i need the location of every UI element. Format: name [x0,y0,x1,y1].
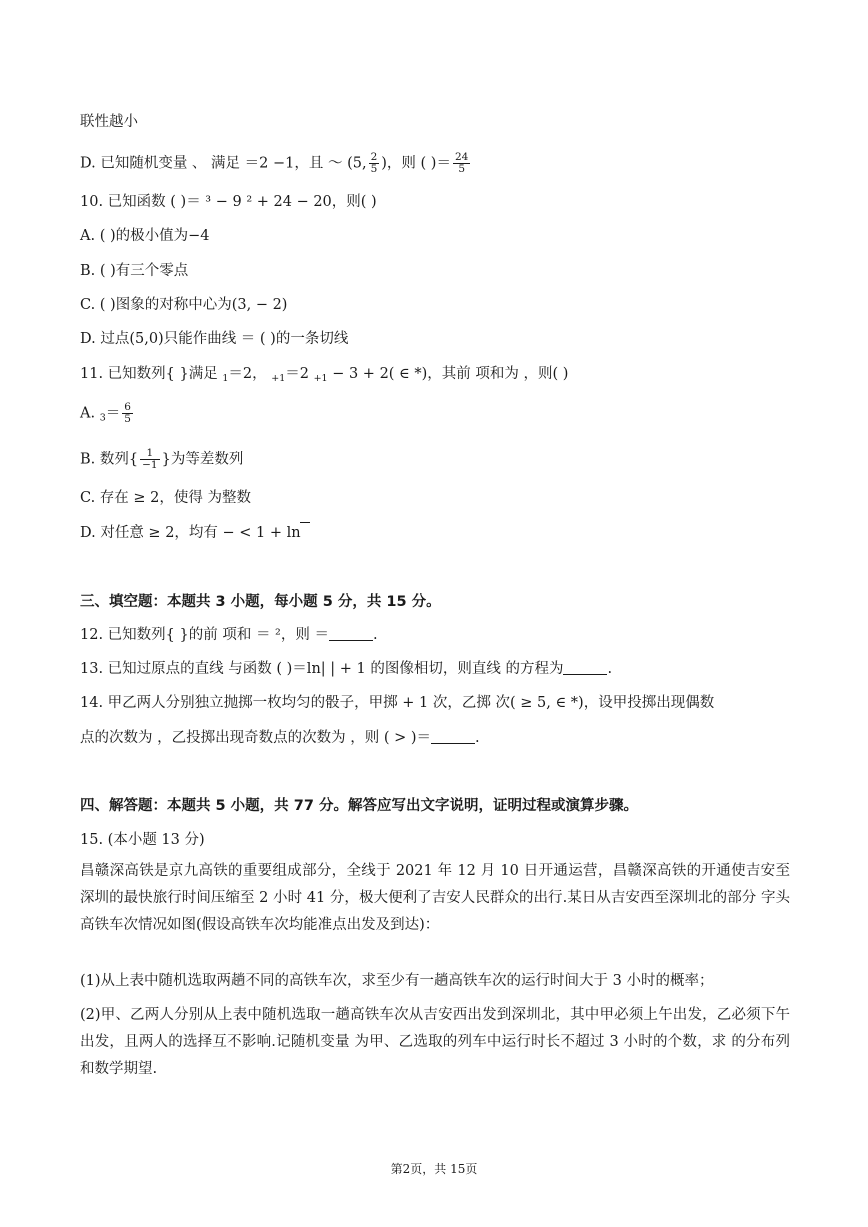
q13: 13. 已知过原点的直线 与函数 ( )＝ln| | + 1 的图像相切，则直线 的方程为 . [80,661,613,677]
q15-body: 昌赣深高铁是京九高铁的重要组成部分，全线于 2021 年 12 月 10 日开通运营，昌赣深高铁的开通使吉安至深圳的最快旅行时间压缩至 2 小时 41 分，极大便利了吉安人民群众的出行.某日从吉安西至深圳北的部分 字头高铁车次情况如图(假设高铁车次均能准点出发及到达)： [80,863,790,933]
q10-option-a: A. ( )的极小值为−4 [80,228,210,244]
section-4-heading: 四、解答题：本题共 5 小题，共 77 分。解答应写出文字说明，证明过程或演算步骤。 [80,798,638,814]
section-3-heading: 三、填空题：本题共 3 小题，每小题 5 分，共 15 分。 [80,594,441,610]
fraction: $\frac{24}{5}$ [454,151,469,175]
q15-part-2: (2)甲、乙两人分别从上表中随机选取一趟高铁车次从吉安西出发到深圳北，其中甲必须上午出发，乙必须下午出发，且两人的选择互不影响.记随机变量 为甲、乙选取的列车中运行时长不超过 3 小时的个数，求 的分布列和数学期望. [80,1007,790,1077]
fraction: $\frac{2}{5}$ [370,151,378,175]
fraction: $\frac{6}{5}$ [124,401,131,425]
fraction: $\frac{1}{-1}$ [142,447,158,471]
q10-stem: 10. 已知函数 ( )＝ ³ − 9 ² + 24 − 20，则( ) [80,194,377,210]
q15-title: 15. (本小题 13 分) [80,832,205,848]
q10-option-d: D. 过点(5,0)只能作曲线 ＝ ( )的一条切线 [80,331,349,347]
q15-part-1: (1)从上表中随机选取两趟不同的高铁车次，求至少有一趟高铁车次的运行时间大于 3 小时的概率； [80,973,714,989]
q9-tail: 联性越小 [80,114,138,130]
q12: 12. 已知数列{ }的前 项和 ＝ ²，则 ＝ . [80,627,378,643]
q11-option-a: A. $_3$＝ $\frac{6}{5}$ [80,401,131,425]
answer-blank [563,660,607,675]
q11-option-c: C. 存在 ≥ 2，使得 为整数 [80,490,251,506]
q11-option-b: B. 数列{ $\frac{1}{-1}$ }为等差数列 [80,447,244,471]
answer-blank [329,626,373,641]
q10-option-c: C. ( )图象的对称中心为(3, − 2) [80,297,288,313]
answer-blank [431,729,475,744]
q9-option-d: D. 已知随机变量 、 满足 ＝2 −1，且 ～ (5, $\frac{2}{5}$ )，则 ( )＝ $\frac{24}{5}$ [80,151,469,175]
page-footer: 第2页，共 15页 [390,1162,478,1176]
q10-option-b: B. ( )有三个零点 [80,263,189,279]
q11-stem: 11. 已知数列{ }满足 $_1$＝2， $_{+1}$＝2 $_{+1}$ − 3 + 2( ∈ *)，其前 项和为 ，则( ) [80,366,569,384]
q14-line-2: 点的次数为 ，乙投掷出现奇数点的次数为 ，则 ( > )＝ . [80,730,480,746]
sqrt-sign [300,522,310,535]
q11-option-d: D. 对任意 ≥ 2，均有 − < 1 + ln [80,522,310,543]
q14-line-1: 14. 甲乙两人分别独立抛掷一枚均匀的骰子，甲掷 + 1 次，乙掷 次( ≥ 5, ∈ *)，设甲投掷出现偶数 [80,695,715,711]
